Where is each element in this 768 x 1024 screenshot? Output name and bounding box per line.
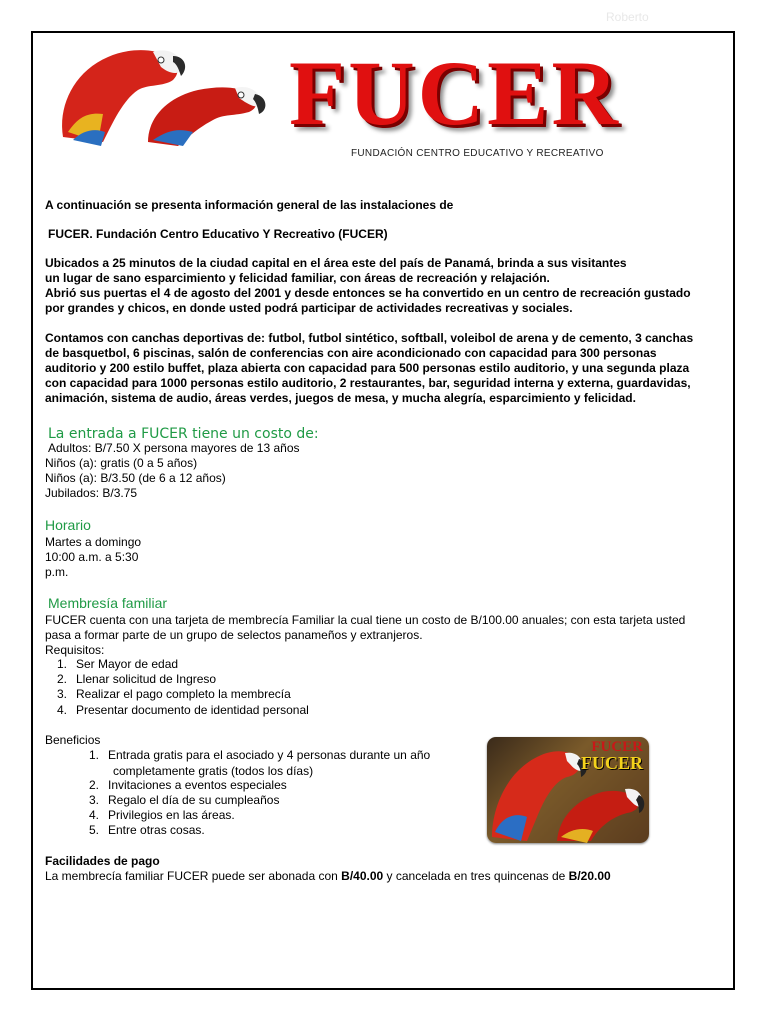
payment-text: La membrecía familiar FUCER puede ser abonada con B/40.00 y cancelada en tres quincenas de B/20.00 bbox=[45, 869, 611, 883]
requirement-item: 2. Llenar solicitud de Ingreso bbox=[56, 672, 217, 686]
payment-heading: Facilidades de pago bbox=[45, 854, 160, 868]
benefit-item: 2. Invitaciones a eventos especiales bbox=[88, 778, 287, 792]
prices-heading: La entrada a FUCER tiene un costo de: bbox=[48, 426, 319, 442]
paragraph-2-line: animación, sistema de audio, áreas verdes, juegos de mesa, y mucha alegría, esparcimiento y felicidad. bbox=[45, 391, 636, 405]
schedule-line: 10:00 a.m. a 5:30 bbox=[45, 550, 139, 564]
benefits-label: Beneficios bbox=[45, 733, 101, 747]
parrots-logo-image bbox=[53, 42, 273, 147]
schedule-line: Martes a domingo bbox=[45, 535, 142, 549]
paragraph-1-line: un lugar de sano esparcimiento y felicidad familiar, con áreas de recreación y relajación. bbox=[45, 271, 550, 285]
paragraph-2-line: de basquetbol, 6 piscinas, salón de conferencias con aire acondicionado con capacidad para 300 personas bbox=[45, 346, 657, 360]
watermark-text: Roberto bbox=[606, 10, 649, 24]
card-title-front: FUCER bbox=[581, 753, 643, 773]
requirement-item: 4. Presentar documento de identidad personal bbox=[56, 703, 309, 717]
logo-title: FUCER bbox=[289, 42, 621, 144]
payment-amount-1: B/40.00 bbox=[341, 869, 384, 883]
intro-line-1: A continuación se presenta información general de las instalaciones de bbox=[45, 198, 454, 212]
requirements-label: Requisitos: bbox=[45, 643, 105, 657]
schedule-line: p.m. bbox=[45, 565, 69, 579]
requirement-item: 1. Ser Mayor de edad bbox=[56, 657, 179, 671]
paragraph-1-line: Ubicados a 25 minutos de la ciudad capital en el área este del país de Panamá, brinda a sus visitantes bbox=[45, 256, 627, 270]
membership-heading: Membresía familiar bbox=[48, 595, 168, 611]
benefit-item: 3. Regalo el día de su cumpleaños bbox=[88, 793, 280, 807]
paragraph-2-line: Contamos con canchas deportivas de: futbol, futbol sintético, softball, voleibol de arena y de cemento, 3 canchas bbox=[45, 331, 694, 345]
page-frame bbox=[31, 31, 735, 990]
price-line: Jubilados: B/3.75 bbox=[45, 486, 138, 500]
price-line: Niños (a): B/3.50 (de 6 a 12 años) bbox=[45, 471, 226, 485]
price-line: Niños (a): gratis (0 a 5 años) bbox=[45, 456, 198, 470]
paragraph-2-line: con capacidad para 1000 personas estilo auditorio, 2 restaurantes, bar, seguridad interna y externa, guardavidas, bbox=[45, 376, 691, 390]
logo-subtitle: FUNDACIÓN CENTRO EDUCATIVO Y RECREATIVO bbox=[351, 148, 604, 159]
benefit-item: 4. Privilegios en las áreas. bbox=[88, 808, 235, 822]
price-line: Adultos: B/7.50 X persona mayores de 13 años bbox=[48, 441, 300, 455]
benefit-item: 1. Entrada gratis para el asociado y 4 personas durante un año bbox=[88, 748, 431, 762]
paragraph-1-line: Abrió sus puertas el 4 de agosto del 2001 y desde entonces se ha convertido en un centro de recreación gustado bbox=[45, 286, 691, 300]
header-logo bbox=[53, 42, 723, 162]
membership-card-image bbox=[487, 737, 649, 843]
paragraph-1-line: por grandes y chicos, en donde usted podrá participar de actividades recreativas y sociales. bbox=[45, 301, 573, 315]
membership-text: pasa a formar parte de un grupo de selectos panameños y extranjeros. bbox=[45, 628, 423, 642]
benefit-item: 5. Entre otras cosas. bbox=[88, 823, 205, 837]
paragraph-2-line: auditorio y 200 estilo buffet, plaza abierta con capacidad para 500 personas estilo auditorio, y una segunda plaza bbox=[45, 361, 690, 375]
payment-amount-2: B/20.00 bbox=[568, 869, 611, 883]
requirement-item: 3. Realizar el pago completo la membrecía bbox=[56, 687, 291, 701]
membership-text: FUCER cuenta con una tarjeta de membrecía Familiar la cual tiene un costo de B/100.00 anuales; con esta tarjeta usted bbox=[45, 613, 686, 627]
card-title-back: FUCER bbox=[591, 739, 643, 755]
schedule-heading: Horario bbox=[45, 517, 91, 533]
intro-line-2: FUCER. Fundación Centro Educativo Y Recreativo (FUCER) bbox=[48, 227, 388, 241]
benefit-item-continuation: completamente gratis (todos los días) bbox=[113, 764, 314, 778]
